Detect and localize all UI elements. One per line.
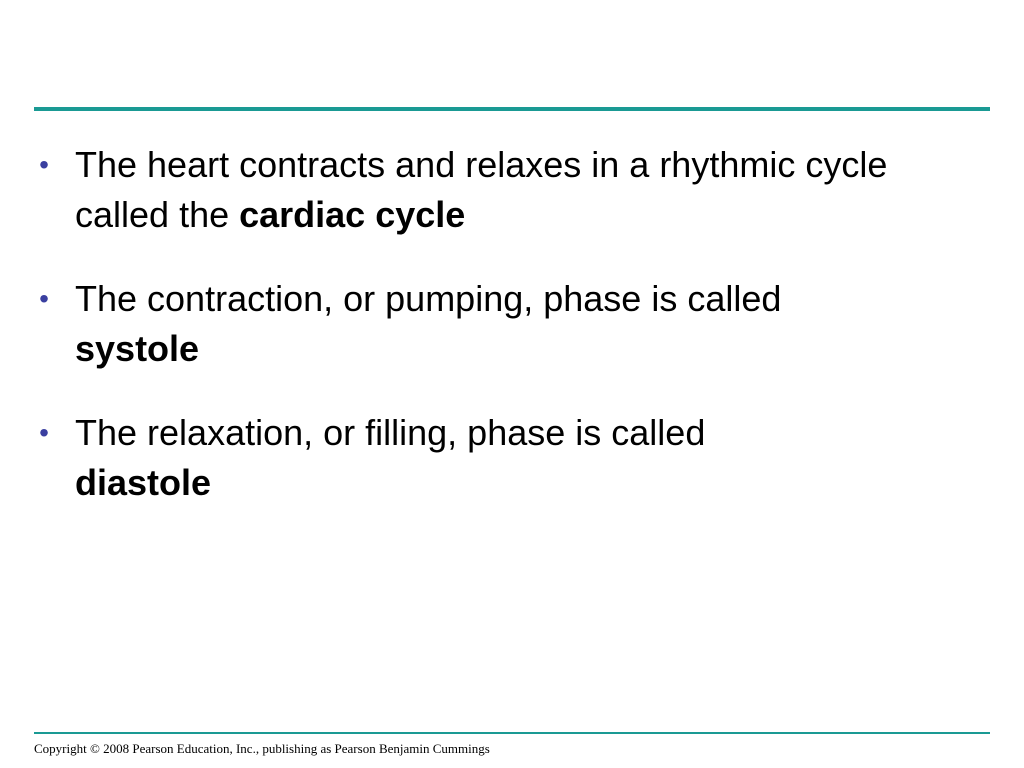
bullet-body: The heart contracts and relaxes in a rhythmic cycle called the bbox=[75, 144, 888, 235]
bullet-text bbox=[75, 278, 781, 369]
bullet-list bbox=[34, 140, 990, 542]
top-divider bbox=[34, 107, 990, 111]
bullet-emphasis: diastole bbox=[75, 462, 212, 503]
bullet-body: The contraction, or pumping, phase is called bbox=[75, 278, 782, 319]
bottom-divider bbox=[34, 732, 990, 734]
bullet-item-cardiac-cycle bbox=[34, 140, 990, 240]
bullet-icon: • bbox=[39, 283, 49, 314]
copyright-footer: Copyright © 2008 Pearson Education, Inc., publishing as Pearson Benjamin Cummings bbox=[34, 741, 490, 756]
bullet-item-systole bbox=[34, 274, 990, 374]
bullet-emphasis: systole bbox=[75, 328, 200, 369]
bullet-body: The relaxation, or filling, phase is called bbox=[75, 412, 706, 453]
bullet-icon: • bbox=[39, 417, 49, 448]
bullet-text bbox=[75, 412, 705, 503]
bullet-item-diastole bbox=[34, 408, 990, 508]
bullet-icon: • bbox=[39, 149, 49, 180]
bullet-emphasis: cardiac cycle bbox=[239, 194, 466, 235]
bullet-text bbox=[75, 144, 887, 235]
